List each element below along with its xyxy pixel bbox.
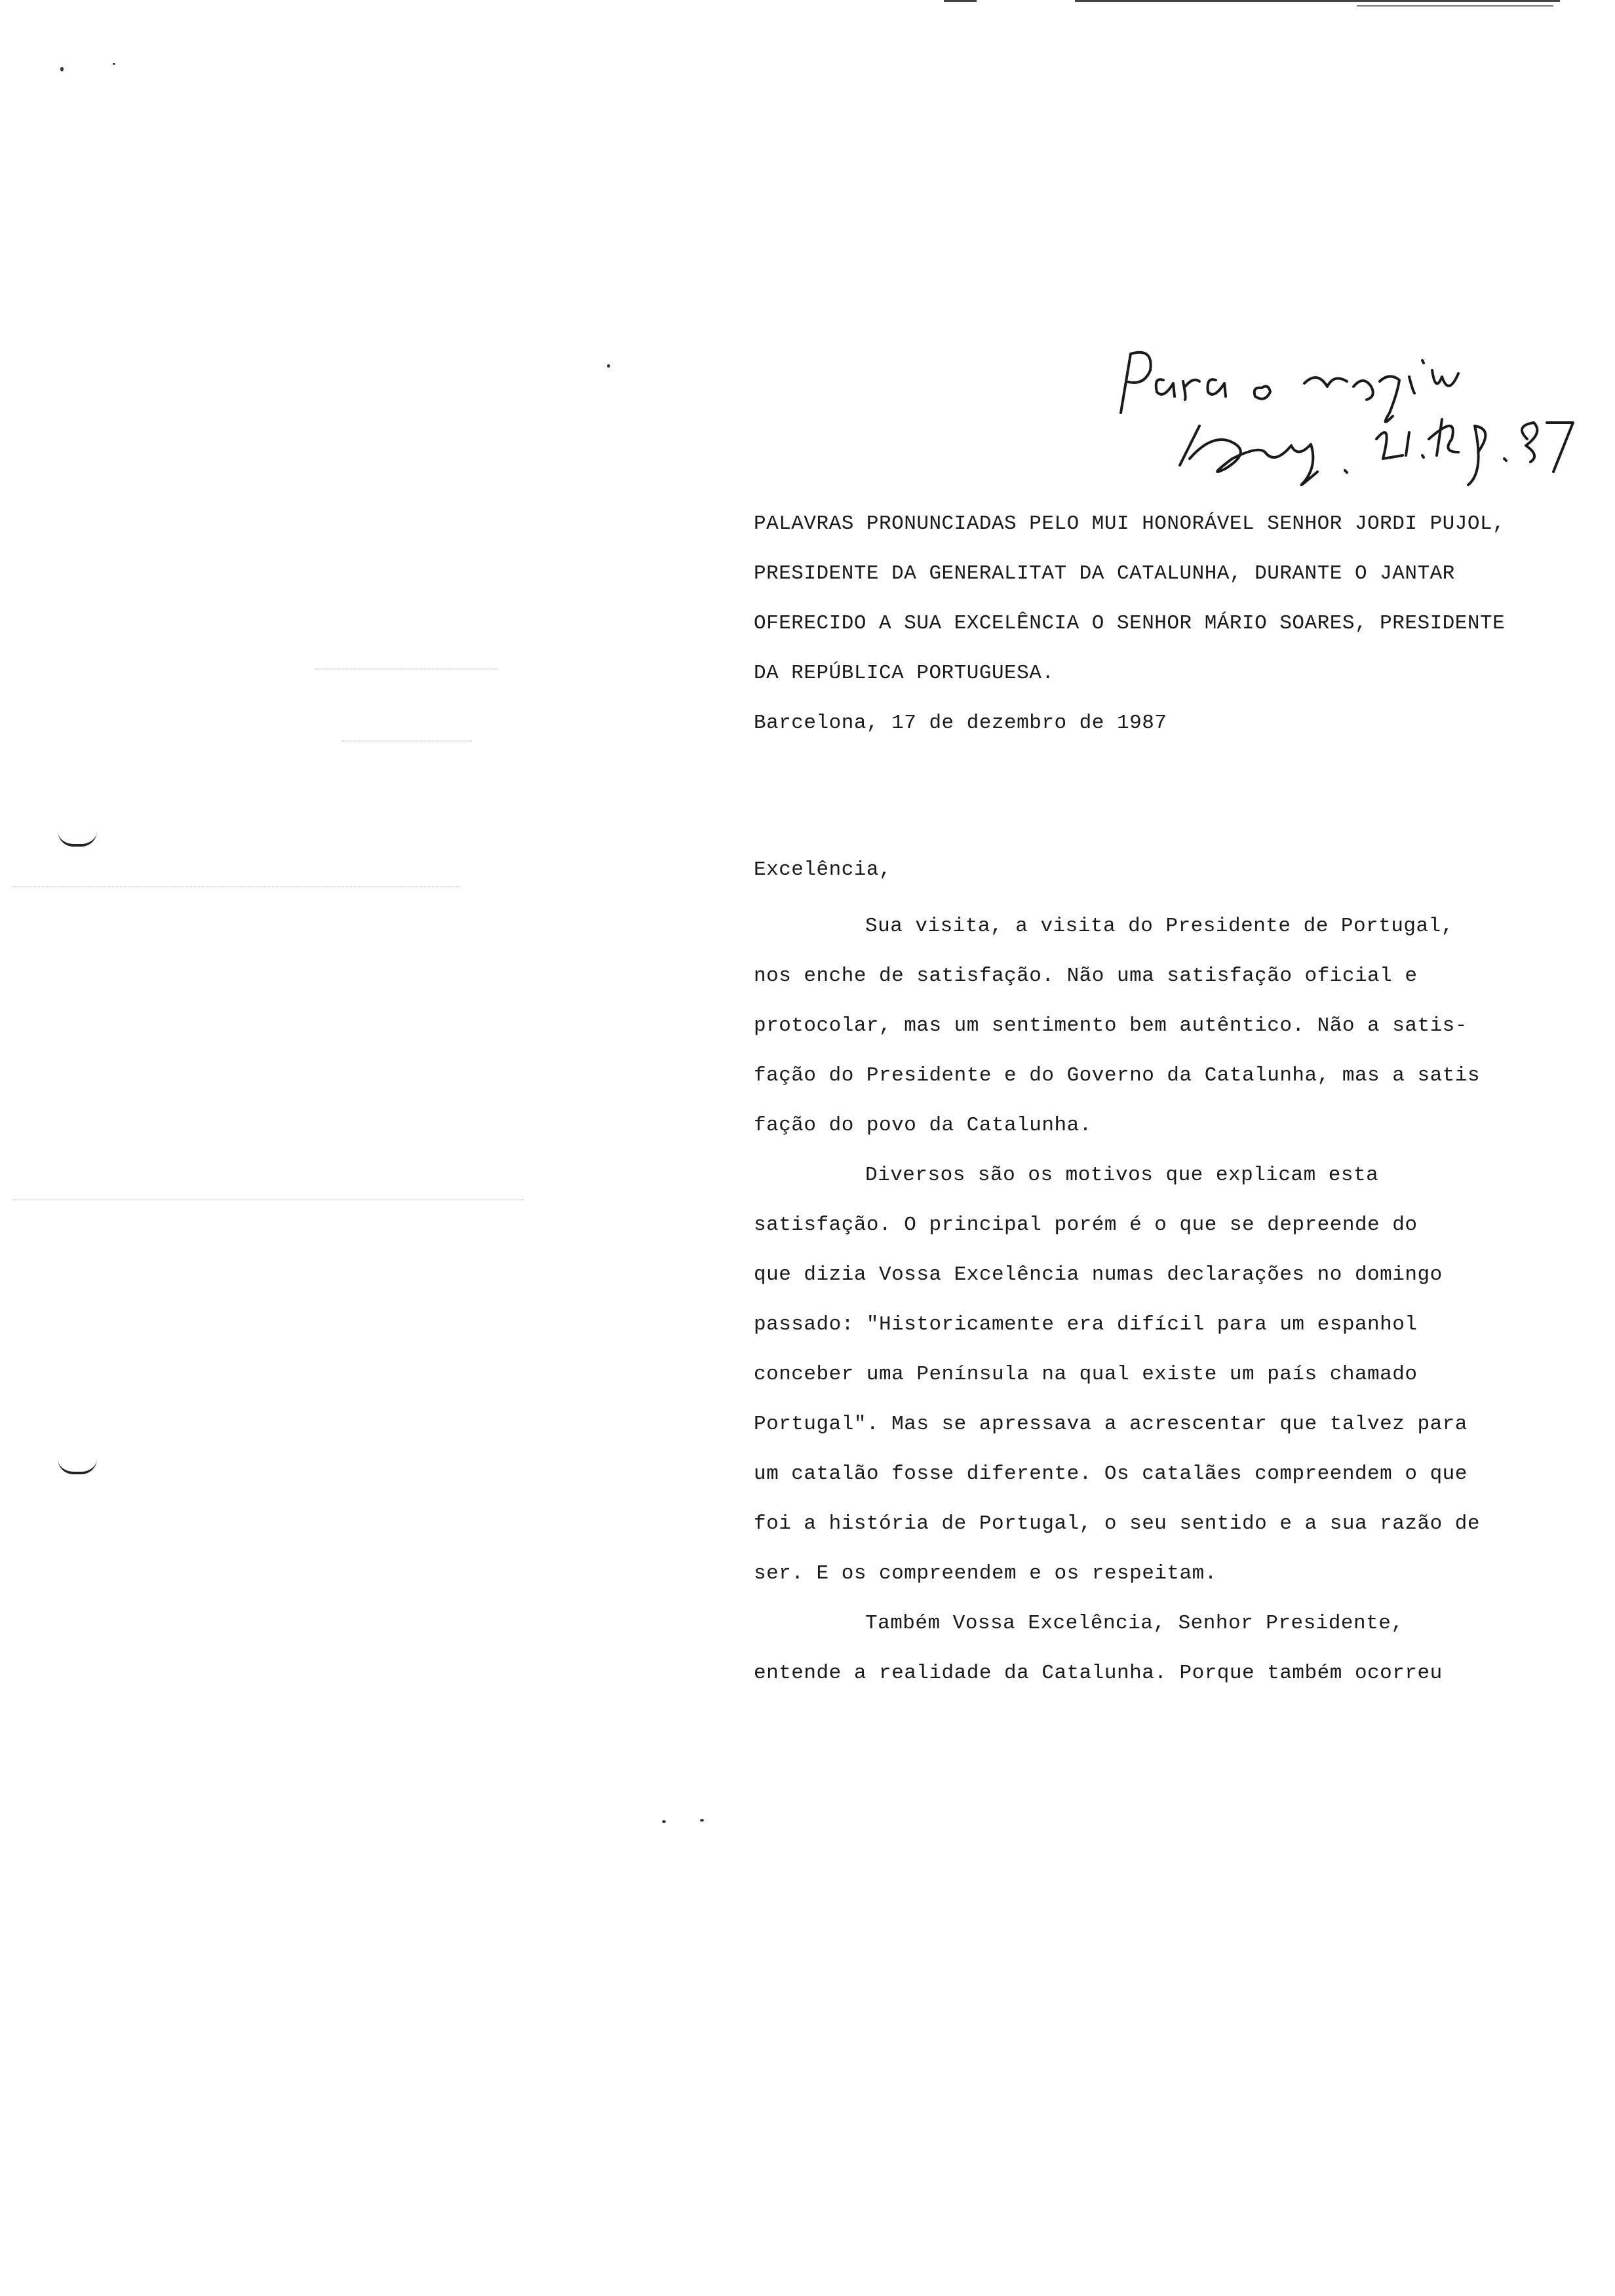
faint-scan-row	[315, 668, 498, 676]
faint-scan-row	[13, 1199, 524, 1207]
body-line: um catalão fosse diferente. Os catalães compreendem o que	[754, 1463, 1468, 1485]
heading-line: PALAVRAS PRONUNCIADAS PELO MUI HONORÁVEL SENHOR JORDI PUJOL,	[754, 512, 1506, 535]
speck	[607, 364, 610, 368]
heading-line: DA REPÚBLICA PORTUGUESA.	[754, 662, 1055, 685]
speck	[662, 1820, 666, 1823]
body-line: foi a história de Portugal, o seu sentido e a sua razão de	[754, 1512, 1480, 1535]
body-line: entende a realidade da Catalunha. Porque também ocorreu	[754, 1662, 1443, 1685]
body-line: satisfação. O principal porém é o que se depreende do	[754, 1214, 1418, 1236]
scan-mark-top	[944, 0, 977, 2]
margin-mark	[58, 831, 97, 847]
faint-scan-row	[341, 740, 472, 748]
body-line: Sua visita, a visita do Presidente de Portugal,	[865, 915, 1454, 938]
body-line: fação do povo da Catalunha.	[754, 1114, 1092, 1137]
heading-line: PRESIDENTE DA GENERALITAT DA CATALUNHA, DURANTE O JANTAR	[754, 562, 1455, 585]
body-line: nos enche de satisfação. Não uma satisfação oficial e	[754, 965, 1418, 987]
body-text	[754, 902, 1566, 1698]
speck	[113, 63, 115, 65]
scan-mark-top	[1357, 5, 1553, 7]
body-line: passado: "Historicamente era difícil para um espanhol	[754, 1313, 1418, 1336]
speck	[60, 67, 64, 71]
margin-mark	[58, 1459, 97, 1474]
body-line: Também Vossa Excelência, Senhor Presidente,	[865, 1612, 1404, 1635]
salutation-line: Excelência,	[754, 858, 892, 881]
scan-mark-top	[1075, 0, 1560, 2]
salutation	[754, 845, 1566, 895]
document-heading	[754, 499, 1566, 698]
place-date-line: Barcelona, 17 de dezembro de 1987	[754, 712, 1167, 735]
heading-line: OFERECIDO A SUA EXCELÊNCIA O SENHOR MÁRIO SOARES, PRESIDENTE	[754, 612, 1506, 635]
body-line: fação do Presidente e do Governo da Catalunha, mas a satis	[754, 1064, 1480, 1087]
body-line: ser. E os compreendem e os respeitam.	[754, 1562, 1217, 1585]
body-line: Portugal". Mas se apressava a acrescentar que talvez para	[754, 1413, 1468, 1436]
place-date	[754, 698, 1566, 748]
body-line: Diversos são os motivos que explicam esta	[865, 1164, 1379, 1187]
body-line: protocolar, mas um sentimento bem autêntico. Não a satis-	[754, 1014, 1468, 1037]
body-line: conceber uma Península na qual existe um país chamado	[754, 1363, 1418, 1386]
body-line: que dizia Vossa Excelência numas declarações no domingo	[754, 1263, 1443, 1286]
faint-scan-row	[13, 886, 459, 894]
handwritten-note	[1101, 341, 1580, 498]
speck	[700, 1819, 704, 1822]
